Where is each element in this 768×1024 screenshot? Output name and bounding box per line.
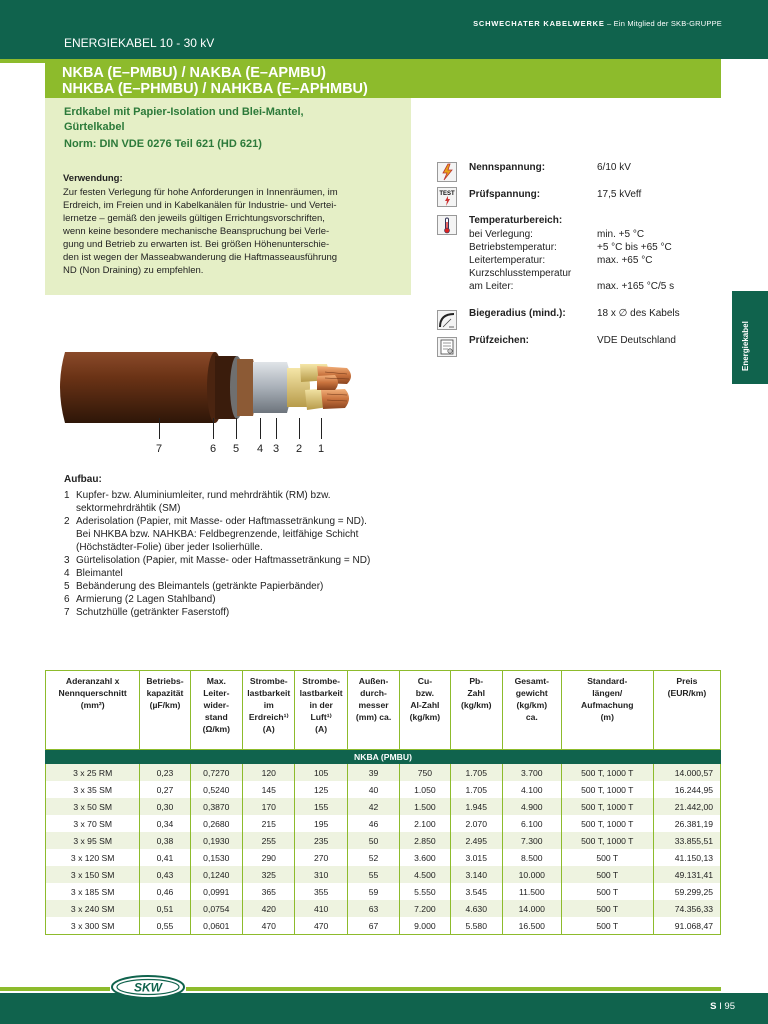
table-cell: 1.705 (450, 764, 502, 781)
norm-label: Norm: DIN VDE 0276 Teil 621 (HD 621) (64, 138, 262, 150)
aufbau-item-number: 3 (64, 555, 70, 566)
aufbau-item-text: Aderisolation (Papier, mit Masse- oder Haftmassetränkung = ND). Bei NHKBA bzw. NAHKBA: Feldbegrenzende, leitfähige Schicht (Höchstädter-Folie) über jeder Isolierhülle. (76, 516, 367, 553)
callout-line (260, 418, 261, 439)
table-header-row (46, 671, 721, 750)
lightning-bolt-icon (437, 162, 457, 182)
table-cell: 500 T, 1000 T (561, 781, 653, 798)
table-row (46, 849, 721, 866)
table-cell: 3.545 (450, 883, 502, 900)
table-cell: 500 T (561, 849, 653, 866)
table-cell: 74.356,33 (653, 900, 720, 917)
callout-line (321, 418, 322, 439)
table-row (46, 832, 721, 849)
temperature-rows (469, 228, 729, 293)
table-cell: 42 (347, 798, 399, 815)
table-cell: 0,3870 (190, 798, 242, 815)
skw-logo (110, 974, 186, 1000)
table-cell: 470 (243, 917, 295, 935)
nennspannung-label: Nennspannung: (469, 162, 546, 173)
subtitle-line2: Gürtelkabel (64, 121, 125, 133)
table-cell: 59.299,25 (653, 883, 720, 900)
table-cell: 3 x 35 SM (46, 781, 140, 798)
table-cell: 500 T, 1000 T (561, 815, 653, 832)
aufbau-item-text: Kupfer- bzw. Aluminiumleiter, rund mehrdrähtik (RM) bzw. sektormehrdrähtik (SM) (76, 490, 331, 514)
table-cell: 63 (347, 900, 399, 917)
table-cell: 41.150,13 (653, 849, 720, 866)
aufbau-item-text: Schutzhülle (getränkter Faserstoff) (76, 607, 230, 618)
table-cell: 500 T, 1000 T (561, 798, 653, 815)
callout-number: 5 (233, 443, 240, 455)
table-body (46, 750, 721, 935)
page-separator: I (719, 1001, 722, 1012)
table-cell: 215 (243, 815, 295, 832)
temperature-row-value: +5 °C bis +65 °C (597, 242, 672, 253)
table-cell: 365 (243, 883, 295, 900)
table-cell: 4.100 (502, 781, 561, 798)
cable-data-table (45, 670, 721, 935)
column-header: Betriebs- kapazität (µF/km) (140, 671, 190, 750)
table-row (46, 883, 721, 900)
intro-box (45, 98, 411, 295)
product-title-line1: NKBA (E–PMBU) / NAKBA (E–APMBU) (62, 65, 326, 81)
aufbau-item (64, 580, 444, 593)
column-header: Preis (EUR/km) (653, 671, 720, 750)
table-cell: 0,46 (140, 883, 190, 900)
column-header: Max. Leiter- wider- stand (Ω/km) (190, 671, 242, 750)
table-cell: 0,0754 (190, 900, 242, 917)
footer-accent-line-left (0, 987, 110, 991)
table-cell: 355 (295, 883, 347, 900)
callout-line (159, 418, 160, 439)
table-cell: 3 x 50 SM (46, 798, 140, 815)
table-cell: 0,2680 (190, 815, 242, 832)
aufbau-item-number: 7 (64, 607, 70, 618)
table-cell: 2.850 (400, 832, 450, 849)
table-cell: 3.015 (450, 849, 502, 866)
table-cell: 3 x 240 SM (46, 900, 140, 917)
product-title-line2: NHKBA (E–PHMBU) / NAHKBA (E–APHMBU) (62, 81, 368, 97)
aufbau-item-text: Armierung (2 Lagen Stahlband) (76, 594, 216, 605)
aufbau-item (64, 515, 444, 554)
column-header: Strombe- lastbarkeit in der Luft¹⁾ (A) (295, 671, 347, 750)
callout-line (299, 418, 300, 439)
table-row (46, 900, 721, 917)
table-cell: 0,5240 (190, 781, 242, 798)
table-cell: 0,55 (140, 917, 190, 935)
column-header: Standard- längen/ Aufmachung (m) (561, 671, 653, 750)
table-cell: 325 (243, 866, 295, 883)
table-cell: 270 (295, 849, 347, 866)
table-cell: 3 x 95 SM (46, 832, 140, 849)
table-cell: 0,51 (140, 900, 190, 917)
table-cell: 3 x 300 SM (46, 917, 140, 935)
thermometer-icon (437, 215, 457, 235)
column-header: Gesamt- gewicht (kg/km) ca. (502, 671, 561, 750)
table-cell: 5.580 (450, 917, 502, 935)
aufbau-item-number: 2 (64, 516, 70, 527)
nennspannung-value: 6/10 kV (597, 162, 631, 173)
table-cell: 33.855,51 (653, 832, 720, 849)
column-header: Pb- Zahl (kg/km) (450, 671, 502, 750)
aufbau-item-text: Gürtelisolation (Papier, mit Masse- oder Haftmassetränkung = ND) (76, 555, 371, 566)
table-row (46, 917, 721, 935)
header-bar (0, 0, 768, 59)
table-cell: 0,27 (140, 781, 190, 798)
footer-accent-line-right (186, 987, 721, 991)
usage-title: Verwendung: (63, 173, 123, 184)
temperature-row-label: Betriebstemperatur: (469, 242, 557, 253)
temperature-row-label: am Leiter: (469, 281, 514, 292)
test-voltage-icon (437, 187, 457, 207)
table-cell: 410 (295, 900, 347, 917)
table-row (46, 815, 721, 832)
table-cell: 7.200 (400, 900, 450, 917)
table-cell: 1.500 (400, 798, 450, 815)
usage-text: Zur festen Verlegung für hohe Anforderungen in Innenräumen, im Erdreich, im Freien und in Kabelkanälen für Industrie- und Vertei- lernetze – gemäß den jeweils gültigen Errichtungsvorschriften, wenn keine besondere mechanische Beanspruchung bei Verle- gung und Betrieb zu erwarten ist. Bei größen Höhenunterschie- den ist wegen der Masseabwanderung die Haftmasseausführung ND (Non Draining) zu empfehlen. (63, 187, 338, 276)
callout-number: 4 (257, 443, 264, 455)
table-cell: 500 T (561, 917, 653, 935)
temperature-row (469, 254, 729, 267)
callout-line (276, 418, 277, 439)
page-number: 95 (724, 1001, 735, 1012)
column-header: Außen- durch- messer (mm) ca. (347, 671, 399, 750)
table-cell: 1.945 (450, 798, 502, 815)
table-cell: 4.500 (400, 866, 450, 883)
table-cell: 750 (400, 764, 450, 781)
temperature-row-value: max. +65 °C (597, 255, 653, 266)
table-cell: 11.500 (502, 883, 561, 900)
column-header: Strombe- lastbarkeit im Erdreich¹⁾ (A) (243, 671, 295, 750)
pruefzeichen-label: Prüfzeichen: (469, 335, 530, 346)
table-cell: 0,30 (140, 798, 190, 815)
aufbau-item (64, 593, 444, 606)
table-cell: 2.495 (450, 832, 502, 849)
subtitle-line1: Erdkabel mit Papier-Isolation und Blei-Mantel, (64, 106, 304, 118)
table-section-band (46, 750, 721, 765)
table-cell: 14.000 (502, 900, 561, 917)
table-cell: 3 x 25 RM (46, 764, 140, 781)
page-reference (710, 1001, 735, 1012)
table-cell: 0,43 (140, 866, 190, 883)
table-row (46, 798, 721, 815)
temperature-row (469, 241, 729, 254)
table-row (46, 866, 721, 883)
table-cell: 46 (347, 815, 399, 832)
callout-number: 7 (156, 443, 163, 455)
biegeradius-label: Biegeradius (mind.): (469, 308, 566, 319)
table-cell: 39 (347, 764, 399, 781)
table-cell: 3.140 (450, 866, 502, 883)
pruefspannung-label: Prüfspannung: (469, 189, 541, 200)
table-cell: 0,34 (140, 815, 190, 832)
product-title-bar (45, 63, 721, 98)
table-cell: 6.100 (502, 815, 561, 832)
callout-line (213, 418, 214, 439)
temperature-row-label: bei Verlegung: (469, 229, 533, 240)
table-cell: 0,7270 (190, 764, 242, 781)
table-cell: 0,38 (140, 832, 190, 849)
table-cell: 49.131,41 (653, 866, 720, 883)
aufbau-item (64, 554, 444, 567)
temperature-row-label: Leitertemperatur: (469, 255, 546, 266)
temperature-row-label: Kurzschlusstemperatur (469, 268, 572, 279)
table-cell: 5.550 (400, 883, 450, 900)
temperature-row (469, 267, 729, 280)
table-cell: 3 x 120 SM (46, 849, 140, 866)
table-cell: 7.300 (502, 832, 561, 849)
column-header: Aderanzahl x Nennquerschnitt (mm²) (46, 671, 140, 750)
certificate-icon (437, 337, 457, 357)
table-cell: 40 (347, 781, 399, 798)
table-row (46, 764, 721, 781)
table-cell: 9.000 (400, 917, 450, 935)
aufbau-item-number: 4 (64, 568, 70, 579)
pruefzeichen-value: VDE Deutschland (597, 335, 676, 346)
table-cell: 0,1930 (190, 832, 242, 849)
table-cell: 500 T, 1000 T (561, 764, 653, 781)
table-cell: 1.705 (450, 781, 502, 798)
temperature-row-value: max. +165 °C/5 s (597, 281, 675, 292)
table-cell: 50 (347, 832, 399, 849)
table-cell: 59 (347, 883, 399, 900)
table-cell: 3 x 150 SM (46, 866, 140, 883)
logo-text: SKW (134, 980, 162, 995)
aufbau-item-text: Bleimantel (76, 568, 123, 579)
table-cell: 0,0991 (190, 883, 242, 900)
table-cell: 310 (295, 866, 347, 883)
table-cell: 120 (243, 764, 295, 781)
aufbau-item-number: 6 (64, 594, 70, 605)
temperatur-label: Temperaturbereich: (469, 215, 563, 226)
callout-number: 2 (296, 443, 303, 455)
aufbau-item (64, 606, 444, 619)
table-cell: 3 x 185 SM (46, 883, 140, 900)
table-cell: 125 (295, 781, 347, 798)
aufbau-item-text: Bebänderung des Bleimantels (getränkte Papierbänder) (76, 581, 324, 592)
table-cell: 0,41 (140, 849, 190, 866)
table-cell: 2.070 (450, 815, 502, 832)
table-cell: 255 (243, 832, 295, 849)
aufbau-item-number: 1 (64, 490, 70, 501)
table-cell: 0,1530 (190, 849, 242, 866)
table-cell: 2.100 (400, 815, 450, 832)
table-cell: 67 (347, 917, 399, 935)
table-cell: 4.900 (502, 798, 561, 815)
table-cell: 170 (243, 798, 295, 815)
section-band-label: NKBA (PMBU) (46, 750, 721, 765)
table-row (46, 781, 721, 798)
temperature-row (469, 228, 729, 241)
table-cell: 420 (243, 900, 295, 917)
aufbau-item (64, 567, 444, 580)
temperature-row-value: min. +5 °C (597, 229, 645, 240)
aufbau-item-number: 5 (64, 581, 70, 592)
table-cell: 55 (347, 866, 399, 883)
temperature-row (469, 280, 729, 293)
pruefspannung-value: 17,5 kVeff (597, 189, 642, 200)
table-cell: 3 x 70 SM (46, 815, 140, 832)
table-cell: 0,23 (140, 764, 190, 781)
table-cell: 195 (295, 815, 347, 832)
biegeradius-value: 18 x ∅ des Kabels (597, 308, 680, 319)
brand-suffix: – Ein Mitglied der SKB-GRUPPE (604, 19, 722, 28)
cable-illustration (55, 350, 365, 425)
callout-line (236, 418, 237, 439)
brand-name: SCHWECHATER KABELWERKE (473, 19, 605, 28)
table-cell: 500 T (561, 866, 653, 883)
aufbau-item (64, 489, 444, 515)
bending-radius-icon (437, 310, 457, 330)
section-label: ENERGIEKABEL 10 - 30 kV (64, 36, 215, 50)
table-cell: 26.381,19 (653, 815, 720, 832)
table-cell: 52 (347, 849, 399, 866)
aufbau-title: Aufbau: (64, 474, 102, 485)
table-cell: 1.050 (400, 781, 450, 798)
page-letter: S (710, 1001, 717, 1012)
table-cell: 3.700 (502, 764, 561, 781)
callout-number: 6 (210, 443, 217, 455)
table-cell: 500 T (561, 900, 653, 917)
table-cell: 91.068,47 (653, 917, 720, 935)
table-cell: 235 (295, 832, 347, 849)
aufbau-list (64, 489, 444, 619)
brand-line (473, 19, 722, 28)
table-cell: 10.000 (502, 866, 561, 883)
table-cell: 16.500 (502, 917, 561, 935)
table-cell: 500 T (561, 883, 653, 900)
side-tab-label: Energiekabel (741, 321, 750, 371)
callout-number: 3 (273, 443, 280, 455)
table-cell: 0,1240 (190, 866, 242, 883)
table-cell: 0,0601 (190, 917, 242, 935)
table-cell: 3.600 (400, 849, 450, 866)
table-cell: 155 (295, 798, 347, 815)
table-cell: 16.244,95 (653, 781, 720, 798)
table-cell: 14.000,57 (653, 764, 720, 781)
callout-number: 1 (318, 443, 325, 455)
table-cell: 290 (243, 849, 295, 866)
table-cell: 500 T, 1000 T (561, 832, 653, 849)
table-cell: 145 (243, 781, 295, 798)
table-cell: 21.442,00 (653, 798, 720, 815)
table-cell: 8.500 (502, 849, 561, 866)
column-header: Cu- bzw. Al-Zahl (kg/km) (400, 671, 450, 750)
side-tab[interactable] (732, 291, 768, 384)
table-cell: 105 (295, 764, 347, 781)
table-cell: 470 (295, 917, 347, 935)
table-cell: 4.630 (450, 900, 502, 917)
svg-text:TEST: TEST (439, 191, 455, 197)
